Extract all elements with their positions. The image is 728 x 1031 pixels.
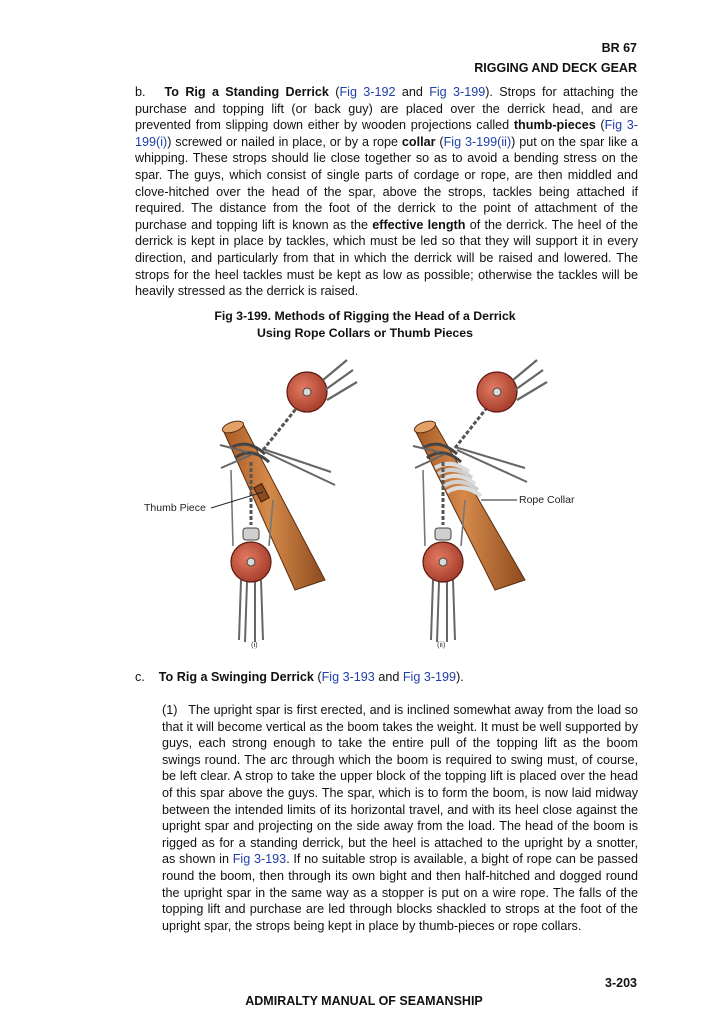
section-b-paragraph: b. To Rig a Standing Derrick (Fig 3-192 and Fig 3-199). Strops for attaching the purchase and topping lift (or back guy) are placed over the derrick head, and are prevented from slipping down either by wooden projections called thumb-pieces (Fig 3-199(i)) screwed or nailed in place, or by a rope collar (Fig 3-199(ii)) put on the spar like a whipping. These strops should lie close together so as to avoid a bending stress on the spar. The guys, which consist of single parts of cordage or rope, are then middled and clove-hitched over the head of the spar, above the strops, tackles being attached if required. The distance from the foot of the derrick to the point of attachment of the purchase and topping lift is known as the effective length of the derrick. The heel of the derrick is kept in place by tackles, which must be led so that they will support it in every direction, and particularly from that in which the derrick will be raised and lowered. The strops for the heel tackles must be kept as low as possible; otherwise the tackles will be heavily stressed as the derrick is raised. (135, 85, 639, 299)
upper-block-ii (477, 360, 547, 412)
page-number: 3-203 (605, 976, 637, 990)
term-collar: collar (401, 134, 436, 149)
section-c-marker: c. (135, 670, 145, 684)
fig-ref-link[interactable]: Fig 3-199 (402, 670, 457, 684)
term-effective-length: effective length (372, 217, 466, 232)
manual-title: ADMIRALTY MANUAL OF SEAMANSHIP (245, 994, 483, 1008)
figure-caption-line2: Using Rope Collars or Thumb Pieces (257, 326, 473, 340)
label-thumb-piece: Thumb Piece (144, 502, 206, 514)
fig-ref-link[interactable]: Fig 3-193 (321, 670, 375, 684)
section-c-heading-line: c. To Rig a Swinging Derrick (Fig 3-193 and Fig 3-199). (135, 670, 464, 684)
section-c-heading: To Rig a Swinging Derrick (158, 670, 314, 684)
guy-rope (263, 449, 331, 472)
upper-block-i (287, 360, 357, 412)
figure-caption (135, 308, 595, 342)
figure-caption-line1: Fig 3-199. Methods of Rigging the Head of a Derrick (214, 309, 516, 323)
section-b-marker: b. (135, 85, 146, 99)
section-b-heading: To Rig a Standing Derrick (164, 85, 329, 99)
section-title: RIGGING AND DECK GEAR (474, 61, 637, 75)
fig-ref-link[interactable]: Fig 3-199 (429, 85, 486, 99)
fig-ref-link[interactable]: Fig 3-193 (232, 852, 287, 867)
panel-i-thumb-piece (220, 360, 357, 642)
subfigure-label-ii: (ii) (437, 640, 446, 649)
guy-rope (265, 452, 335, 485)
paragraph-marker: (1) (162, 703, 178, 717)
section-c-paragraph-1: (1) The upright spar is first erected, and is inclined somewhat away from the load so that it will become vertical as the boom takes the weight. It must be well supported by guys, each strong enough to take the entire pull of the topping lift as the boom swings round. The arc through which the boom is required to swing must, of course, be left clear. A strop to take the upper block of the topping lift is placed over the head of this spar above the guys. The spar, which is to form the boom, is now laid midway between the intended limits of its horizontal travel, and with its heel close against the upright spar and projecting on the side away from the load. The head of the boom is rigged as for a standing derrick, but the heel is attached to the upright by a snotter, as shown in Fig 3-193. If no suitable strop is available, a bight of rope can be passed round the boom, then through its own bight and then half-hitched and dogged round the upright spar in the same way as a stopper is put on a wire rope. The falls of the topping lift and purchase are led through blocks shackled to strops at the foot of the upright spar, the strops being kept in place by thumb-pieces or rope collars. (162, 703, 638, 933)
doc-number: BR 67 (601, 41, 637, 55)
subfigure-label-i: (i) (251, 640, 258, 649)
fig-ref-link[interactable]: Fig 3-199(i) (135, 118, 638, 149)
fig-ref-link[interactable]: Fig 3-199(ii) (443, 134, 512, 149)
label-rope-collar: Rope Collar (519, 494, 575, 506)
fig-ref-link[interactable]: Fig 3-192 (339, 85, 396, 99)
term-thumb-pieces: thumb-pieces (513, 118, 596, 133)
